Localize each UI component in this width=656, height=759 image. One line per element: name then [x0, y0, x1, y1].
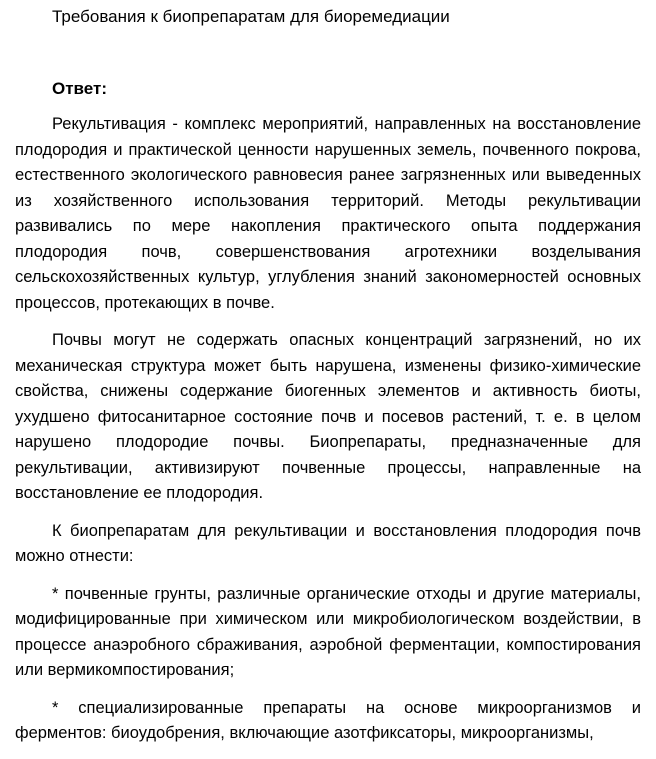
paragraph-biopreparations-intro: К биопрепаратам для рекультивации и восстановления плодородия почв можно отнести:	[15, 521, 641, 565]
answer-label: Ответ:	[52, 79, 107, 98]
document-body	[15, 112, 641, 759]
list-item-specialized-preparations: * специализированные препараты на основе микроорганизмов и ферментов: биоудобрения, включающие азотфиксаторы, микроорганизмы,	[15, 698, 641, 742]
document-title: Требования к биопрепаратам для биоремедиации	[52, 7, 450, 26]
paragraph-recultivation: Рекультивация - комплекс мероприятий, направленных на восстановление плодородия и практической ценности нарушенных земель, почвенного покрова, естественного экологического равновесия ранее загрязненных или выведенных из хозяйственного использования территорий. Методы рекультивации развивались по мере накопления практического опыта поддержания плодородия почв, совершенствования агротехники возделывания сельскохозяйственных культур, углубления знаний закономерностей основных процессов, протекающих в почве.	[15, 115, 641, 312]
list-item-soil-grounds: * почвенные грунты, различные органические отходы и другие материалы, модифицированные при химическом или микробиологическом воздействии, в процессе анаэробного сбраживания, аэробной ферментации, компостирования или вермикомпостирования;	[15, 584, 641, 679]
paragraph-soils: Почвы могут не содержать опасных концентраций загрязнений, но их механическая структура может быть нарушена, изменены физико-химические свойства, снижены содержание биогенных элементов и активность биоты, ухудшено фитосанитарное состояние почв и посевов растений, т. е. в целом нарушено плодородие почвы. Биопрепараты, предназначенные для рекультивации, активизируют почвенные процессы, направленные на восстановление ее плодородия.	[15, 331, 641, 502]
